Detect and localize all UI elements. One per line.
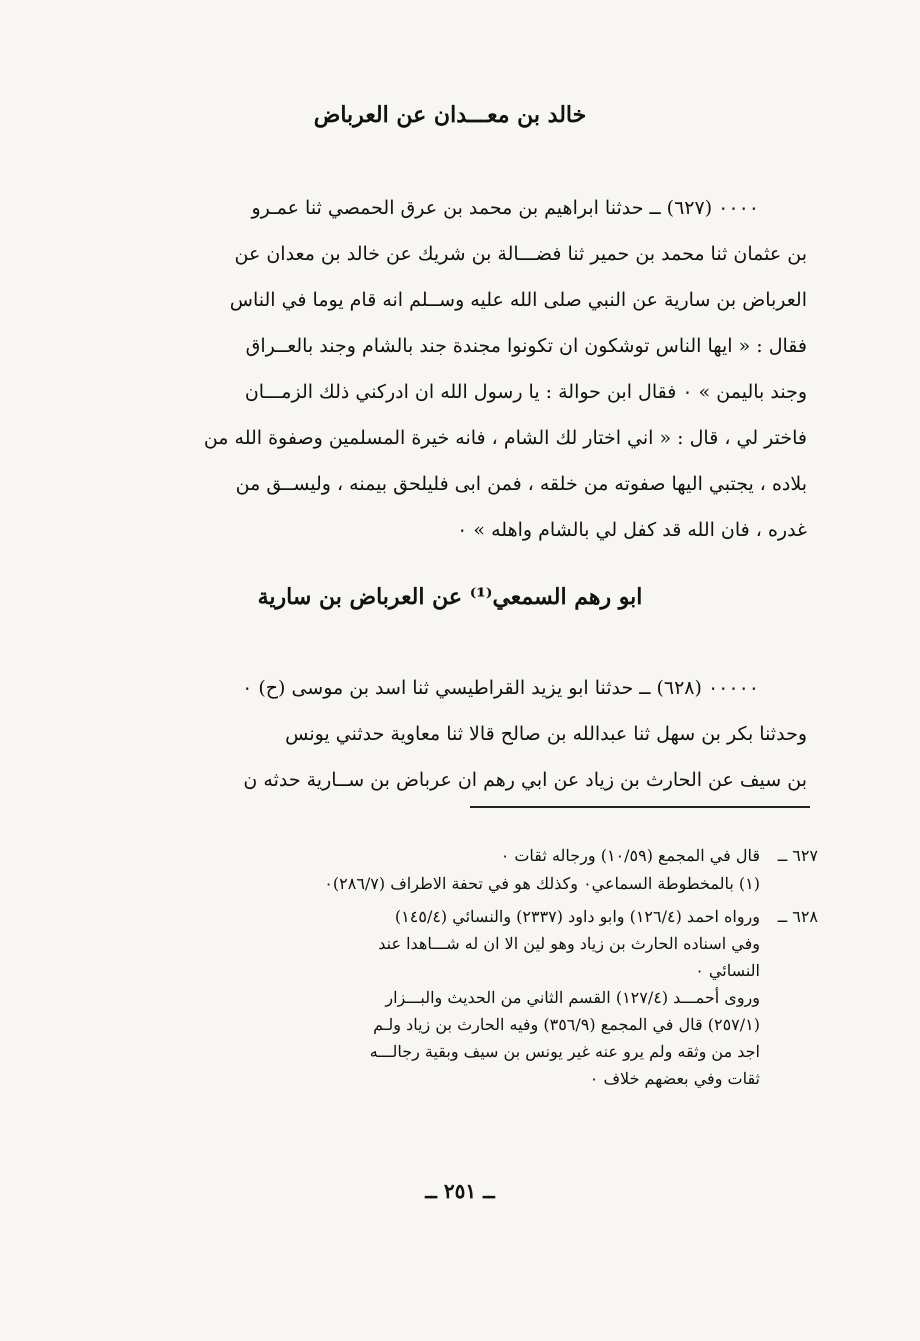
hadith-627-line: بلاده ، يجتبي اليها صفوته من خلقه ، فمن ابى فليلحق بيمنه ، وليســق من (235, 473, 807, 495)
hadith-628-line: ٠٠٠٠٠ (٦٢٨) ــ حدثنا ابو يزيد القراطيسي ثنا اسد بن موسى (ح) ٠ (242, 677, 759, 699)
footnote-628 (240, 903, 818, 1092)
section-heading-abu-ruhm: ابو رهم السمعي⁽¹⁾ عن العرباض بن سارية (257, 584, 643, 610)
hadith-627-line: فاختر لي ، قال : « اني اختار لك الشام ، فانه خيرة المسلمين وصفوة الله من (203, 427, 807, 449)
footnote-line: (١) بالمخطوطة السماعي٠ وكذلك هو في تحفة الاطراف (٢٨٦/٧)٠ (324, 874, 760, 893)
page-number: ــ ٢٥١ ــ (425, 1179, 495, 1203)
section-heading-khalid: خالد بن معـــدان عن العرباض (313, 102, 587, 128)
hadith-627-line: بن عثمان ثنا محمد بن حمير ثنا فضـــالة بن شريك عن خالد بن معدان عن (234, 243, 807, 265)
footnote-627 (240, 842, 818, 869)
hadith-628-line: وحدثنا بكر بن سهل ثنا عبدالله بن صالح قالا ثنا معاوية حدثني يونس (285, 723, 807, 745)
footnote-line: النسائي ٠ (695, 961, 760, 980)
footnote-line: ثقات وفي بعضهم خلاف ٠ (589, 1069, 760, 1088)
footnote-1 (240, 870, 760, 897)
footnote-line: ورواه احمد (١٢٦/٤) وابو داود (٢٣٣٧) والنسائي (١٤٥/٤) (394, 907, 760, 926)
hadith-627-line: وجند باليمن » ٠ فقال ابن حوالة : يا رسول الله ان ادركني ذلك الزمـــان (244, 381, 807, 403)
hadith-628-text (95, 665, 807, 803)
hadith-627-line: فقال : « ايها الناس توشكون ان تكونوا مجندة جند بالشام وجند بالعــراق (245, 335, 807, 357)
footnote-line: قال في المجمع (١٠/٥٩) ورجاله ثقات ٠ (500, 846, 760, 865)
hadith-627-line: غدره ، فان الله قد كفل لي بالشام واهله » ٠ (457, 519, 807, 541)
hadith-627-line: ٠٠٠٠ (٦٢٧) ــ حدثنا ابراهيم بن محمد بن عرق الحمصي ثنا عمـرو (251, 197, 759, 219)
footnote-line: وفي اسناده الحارث بن زياد وهو لين الا ان له شـــاهدا عند (378, 934, 760, 953)
hadith-627-line: العرباض بن سارية عن النبي صلى الله عليه وســلم انه قام يوما في الناس (229, 289, 807, 311)
hadith-627-text (95, 185, 807, 553)
footnote-line: وروى أحمـــد (١٢٧/٤) القسم الثاني من الحديث والبـــزار (385, 988, 760, 1007)
footnote-separator (470, 806, 810, 808)
footnote-number: ٦٢٧ ــ (777, 846, 818, 865)
footnote-line: اجد من وثقه ولم يرو عنه غير يونس بن سيف وبقية رجالـــه (369, 1042, 760, 1061)
footnote-line: (٢٥٧/١) قال في المجمع (٣٥٦/٩) وفيه الحارث بن زياد ولـم (373, 1015, 760, 1034)
footnote-number: ٦٢٨ ــ (777, 907, 818, 926)
hadith-628-line: بن سيف عن الحارث بن زياد عن ابي رهم ان عرباض بن ســارية حدثه ن (243, 769, 807, 791)
